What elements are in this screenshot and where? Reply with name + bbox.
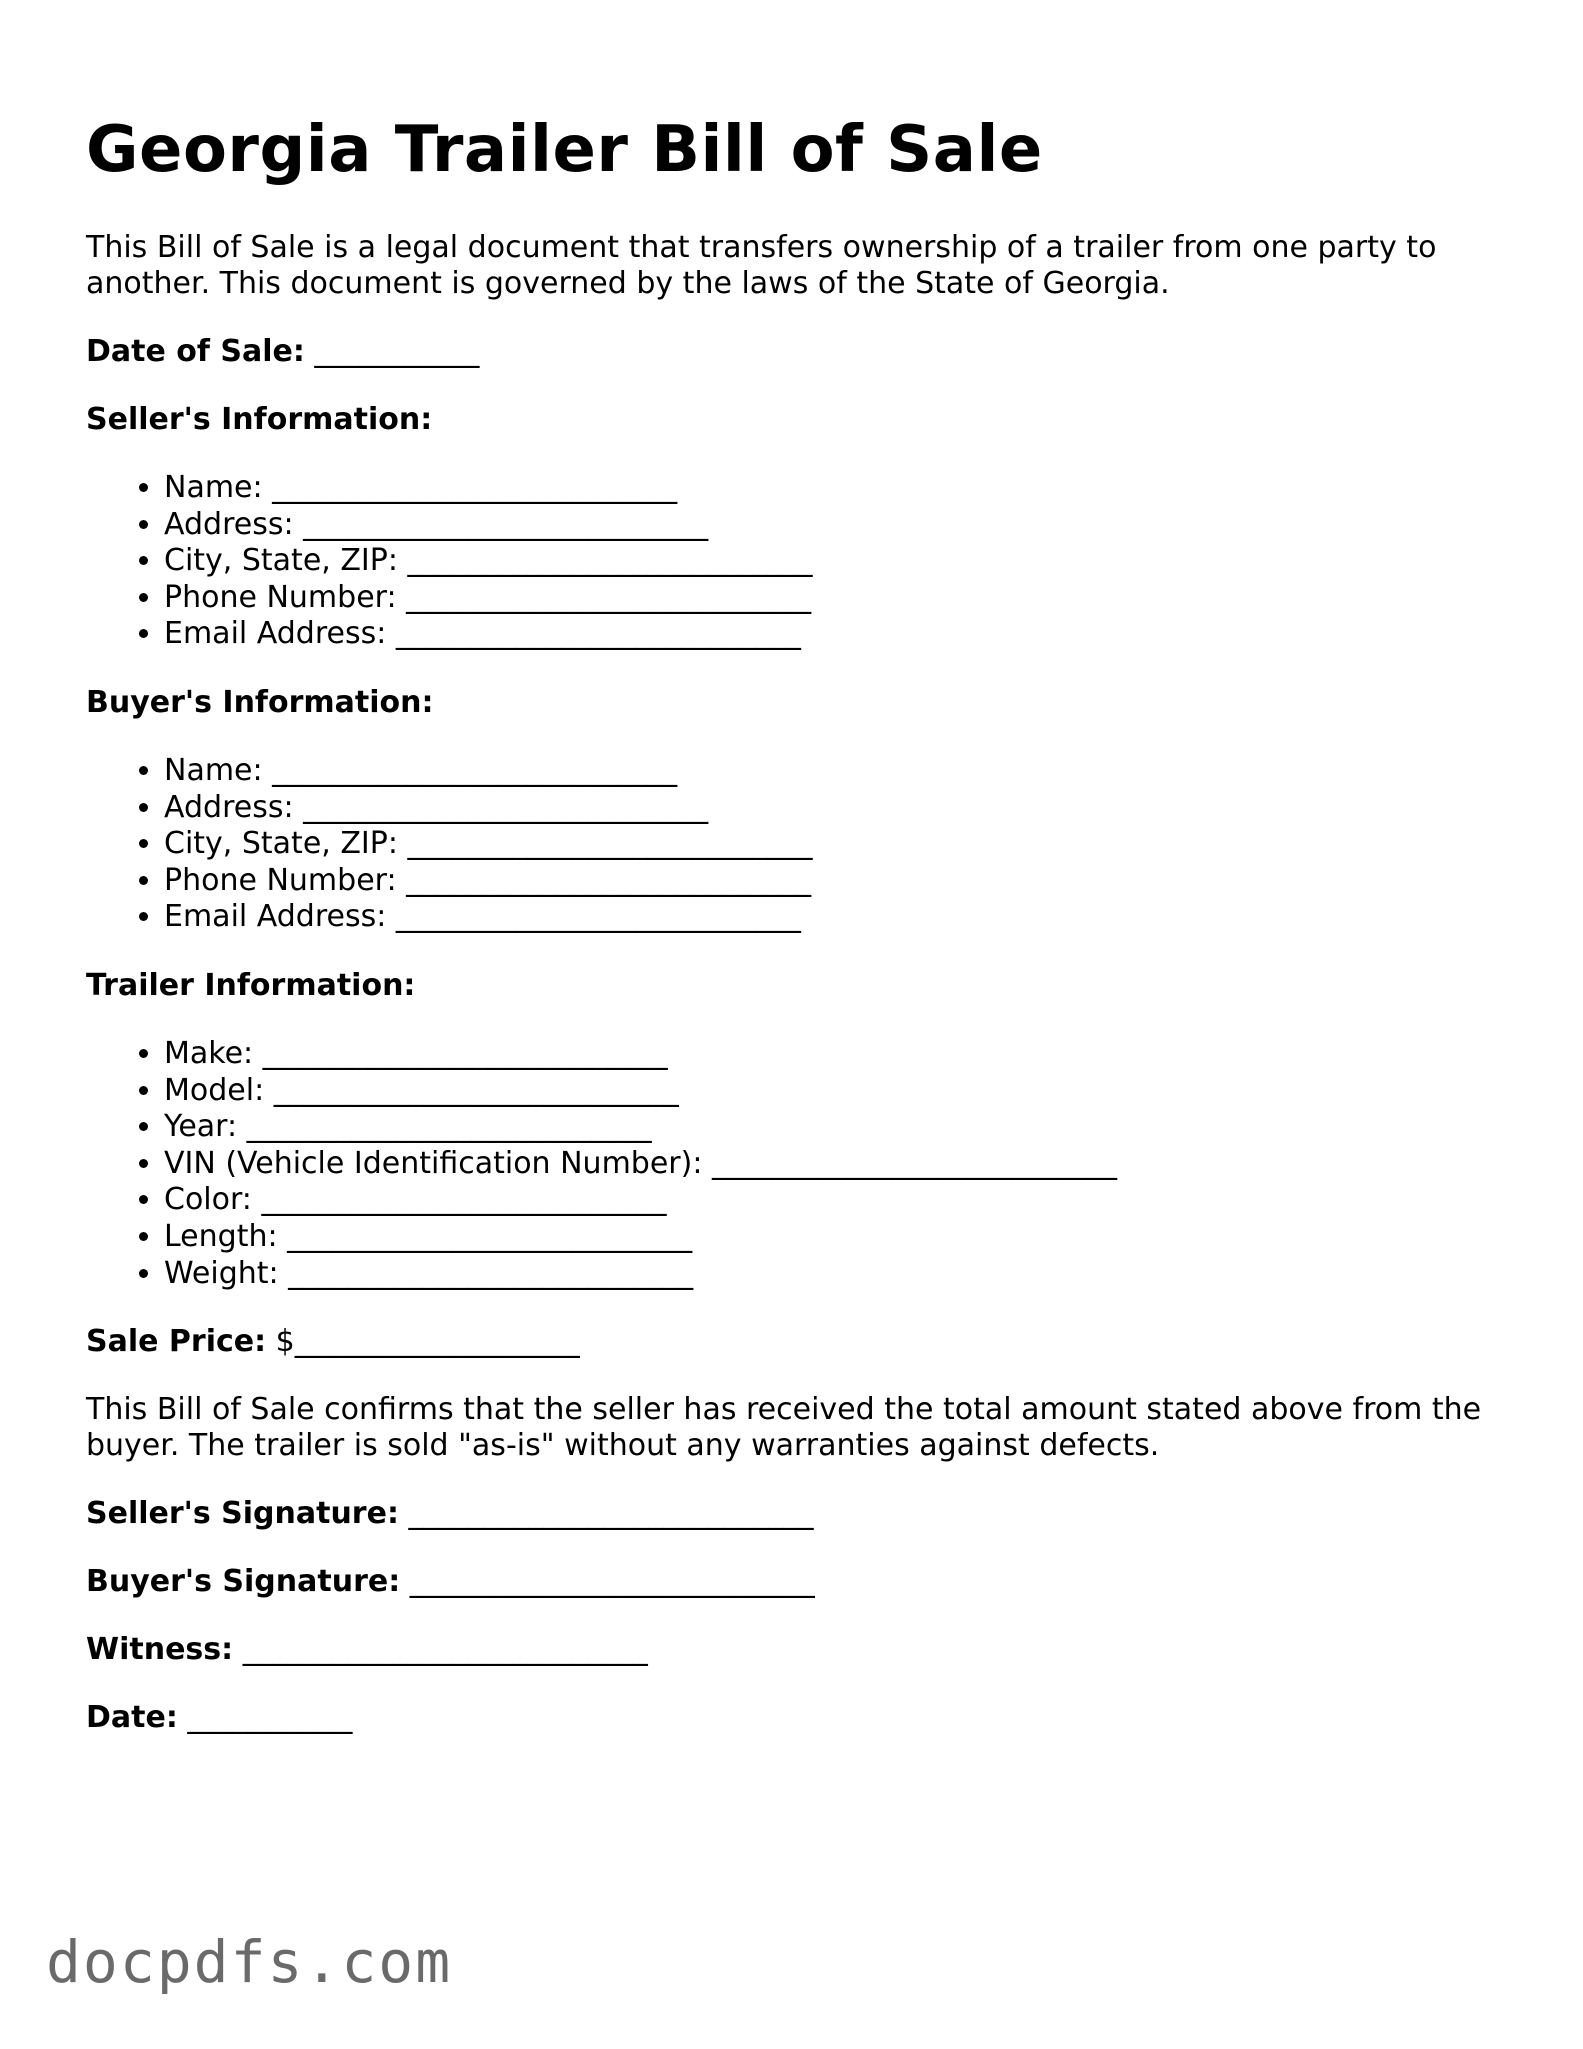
date-of-sale-label: Date of Sale:: [86, 334, 305, 369]
buyer-city-item: • City, State, ZIP: ___________________________: [164, 826, 1506, 863]
seller-list: [86, 470, 1506, 653]
seller-signature-label: Seller's Signature:: [86, 1496, 399, 1532]
buyer-list: [86, 753, 1506, 936]
buyer-address-item: • Address: ___________________________: [164, 790, 1506, 827]
trailer-model-item: • Model: ___________________________: [164, 1073, 1506, 1110]
trailer-list: [86, 1036, 1506, 1292]
intro-paragraph: This Bill of Sale is a legal document that transfers ownership of a trailer from one party to another. This document is governed by the laws of the State of Georgia.: [86, 230, 1437, 301]
seller-city-item: • City, State, ZIP: ___________________________: [164, 543, 1506, 580]
buyer-phone-item: • Phone Number: ___________________________: [164, 863, 1506, 900]
date-blank: ___________: [187, 1700, 353, 1736]
trailer-make-item: • Make: ___________________________: [164, 1036, 1506, 1073]
buyer-signature-label: Buyer's Signature:: [86, 1564, 401, 1600]
trailer-weight-item: • Weight: ___________________________: [164, 1256, 1506, 1293]
page-title: Georgia Trailer Bill of Sale: [86, 113, 1043, 187]
seller-address-item: • Address: ___________________________: [164, 507, 1506, 544]
trailer-year-item: • Year: ___________________________: [164, 1109, 1506, 1146]
confirmation-paragraph: This Bill of Sale confirms that the seller has received the total amount stated above from the buyer. The trailer is sold "as-is" without any warranties against defects.: [86, 1392, 1482, 1464]
buyer-signature-field: [86, 1564, 1506, 1600]
seller-phone-item: • Phone Number: ___________________________: [164, 580, 1506, 617]
seller-heading: Seller's Information:: [86, 402, 433, 437]
seller-email-item: • Email Address: ___________________________: [164, 616, 1506, 653]
buyer-heading: Buyer's Information:: [86, 684, 434, 720]
trailer-length-item: • Length: ___________________________: [164, 1219, 1506, 1256]
watermark: docpdfs.com: [46, 1928, 453, 1996]
sale-price-label: Sale Price:: [86, 1324, 267, 1360]
seller-signature-blank: ___________________________: [408, 1496, 814, 1532]
trailer-heading: Trailer Information:: [86, 967, 416, 1003]
seller-signature-field: [86, 1496, 1506, 1532]
document: [86, 108, 1506, 1768]
date-field: [86, 1700, 1506, 1736]
date-label: Date:: [86, 1700, 178, 1736]
witness-field: [86, 1632, 1506, 1668]
buyer-name-item: • Name: ___________________________: [164, 753, 1506, 790]
buyer-signature-blank: ___________________________: [409, 1564, 815, 1600]
date-of-sale-field: [86, 334, 1506, 370]
trailer-vin-item: • VIN (Vehicle Identification Number): ___________________________: [164, 1146, 1506, 1183]
sale-price-blank: $___________________: [275, 1324, 580, 1360]
date-of-sale-blank: ___________: [314, 334, 480, 369]
witness-label: Witness:: [86, 1632, 234, 1668]
sale-price-field: [86, 1324, 1506, 1360]
trailer-color-item: • Color: ___________________________: [164, 1182, 1506, 1219]
seller-name-item: • Name: ___________________________: [164, 470, 1506, 507]
buyer-email-item: • Email Address: ___________________________: [164, 899, 1506, 936]
witness-blank: ___________________________: [242, 1632, 648, 1668]
